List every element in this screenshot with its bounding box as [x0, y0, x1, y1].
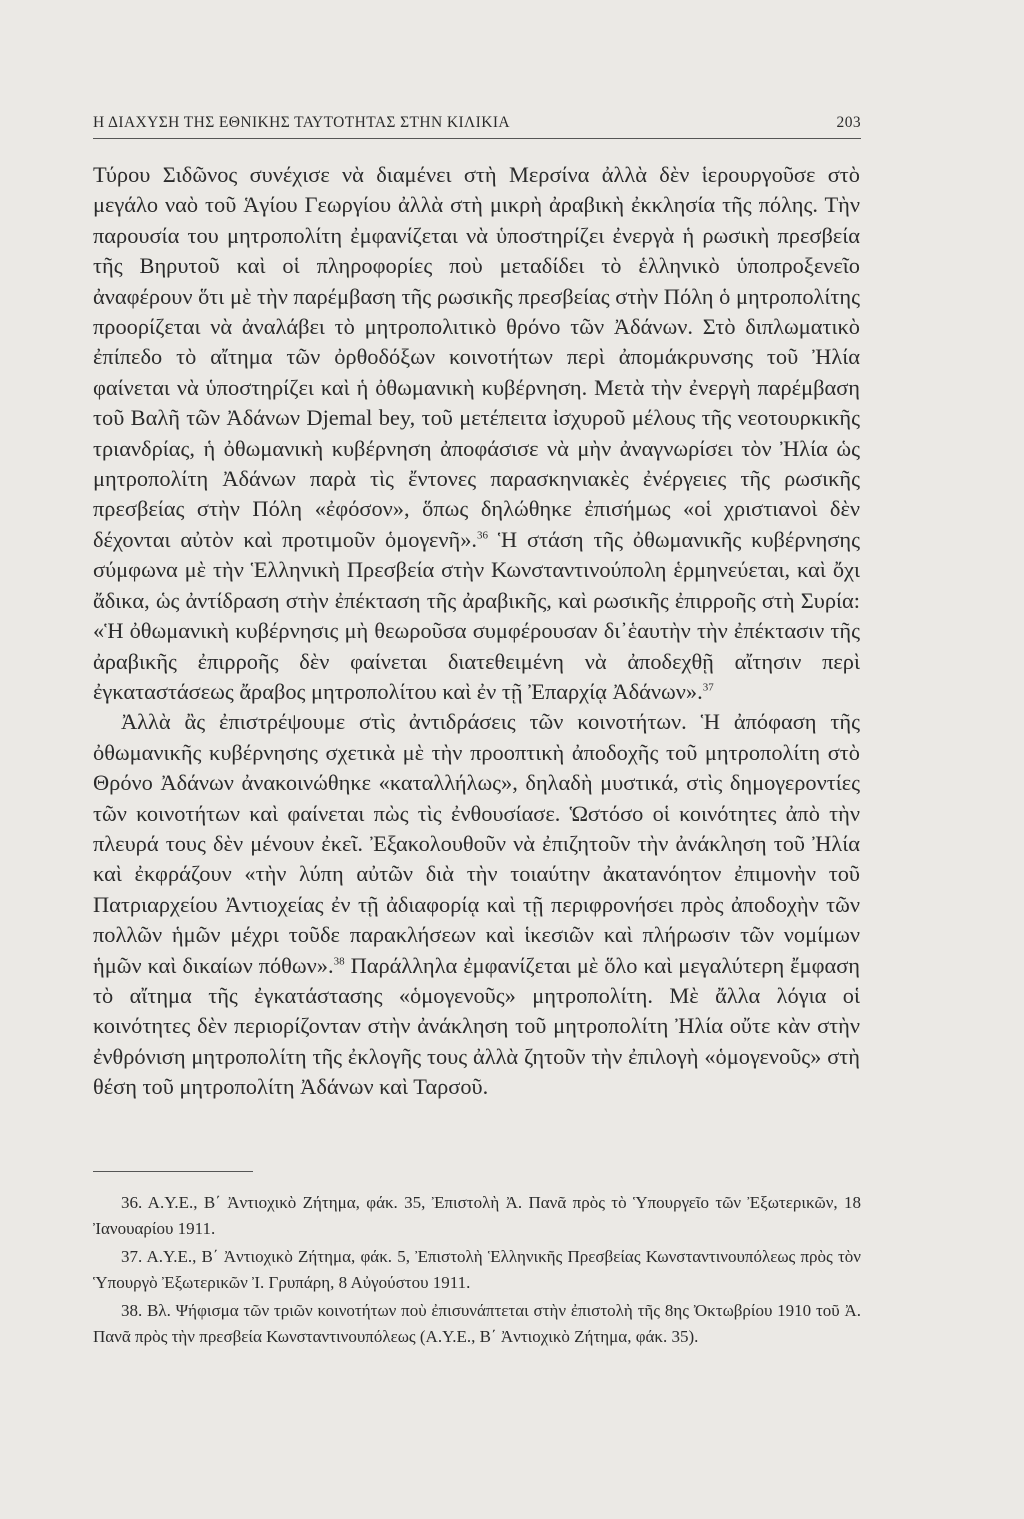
paragraph-1-text-b: Ἡ στάση τῆς ὀθωμανικῆς κυβέρνησης σύμφωνα μὲ τὴν Ἑλληνικὴ Πρεσβεία στὴν Κωνσταντινούπολη ἑρμηνεύεται, καὶ ὄχι ἄδικα, ὡς ἀντίδραση στὴν ἐπέκταση τῆς ἀραβικῆς, καὶ ρωσικῆς ἐπιρροῆς στὴ Συρία: «Ἡ ὀθωμανικὴ κυβέρνησις μὴ θεωροῦσα συμφέρουσαν δι᾿ἑαυτὴν τὴν ἐπέκτασιν τῆς ἀραβικῆς ἐπιρροῆς δὲν φαίνεται διατεθειμένη νὰ ἀποδεχθῇ αἴτησιν περὶ ἐγκαταστάσεως ἄραβος μητροπολίτου καὶ ἐν τῇ Ἐπαρχίᾳ Ἀδάνων». — [93, 526, 860, 704]
footnote-ref-38: 38 — [333, 955, 345, 968]
footnote-rule — [93, 1171, 253, 1172]
paragraph-1-text-a: Τύρου Σιδῶνος συνέχισε νὰ διαμένει στὴ Μερσίνα ἀλλὰ δὲν ἱερουργοῦσε στὸ μεγάλο ναὸ τοῦ Ἁγίου Γεωργίου ἀλλὰ στὴ μικρὴ ἀραβικὴ ἐκκλησία τῆς πόλης. Τὴν παρουσία του μητροπολίτη ἐμφανίζεται νὰ ὑποστηρίζει ἐνεργὰ ἡ ρωσικὴ πρεσβεία τῆς Βηρυτοῦ καὶ οἱ πληροφορίες ποὺ μεταδίδει τὸ ἑλληνικὸ ὑποπροξενεῖο ἀναφέρουν ὅτι μὲ τὴν παρέμβαση τῆς ρωσικῆς πρεσβείας στὴν Πόλη ὁ μητροπολίτης προορίζεται νὰ ἀναλάβει τὸ μητροπολιτικὸ θρόνο τῶν Ἀδάνων. Στὸ διπλωματικὸ ἐπίπεδο τὸ αἴτημα τῶν ὀρθοδόξων κοινοτήτων περὶ ἀπομάκρυνσης τοῦ Ἠλία φαίνεται νὰ ὑποστηρίζει καὶ ἡ ὀθωμανικὴ κυβέρνηση. Μετὰ τὴν ἐνεργὴ παρέμβαση τοῦ Βαλῆ τῶν Ἀδάνων Djemal bey, τοῦ μετέπειτα ἰσχυροῦ μέλους τῆς νεοτουρκικῆς τριανδρίας, ἡ ὀθωμανικὴ κυβέρνηση ἀποφάσισε νὰ μὴν ἀναγνωρίσει τὸν Ἠλία ὡς μητροπολίτη Ἀδάνων παρὰ τὶς ἔντονες παρασκηνιακὲς ἐνέργειες τῆς ρωσικῆς πρεσβείας στὴν Πόλη «ἐφόσον», ὅπως δηλώθηκε ἐπισήμως «οἱ χριστιανοὶ δὲν δέχονται αὐτὸν καὶ προτιμοῦν ὁμογενῆ». — [93, 162, 860, 552]
paragraph-2-text-b: Παράλληλα ἐμφανίζεται μὲ ὅλο καὶ μεγαλύτερη ἔμφαση τὸ αἴτημα τῆς ἐγκατάστασης «ὁμογενοῦς» μητροπολίτη. Μὲ ἄλλα λόγια οἱ κοινότητες δὲν περιορίζονταν στὴν ἀνάκληση τοῦ μητροπολίτη Ἠλία οὔτε κὰν στὴν ἐνθρόνιση μητροπολίτη τῆς ἐκλογῆς τους ἀλλὰ ζητοῦν τὴν ἐπιλογὴ «ὁμογενοῦς» στὴ θέση τοῦ μητροπολίτη Ἀδάνων καὶ Ταρσοῦ. — [93, 952, 861, 1100]
running-header — [93, 114, 861, 139]
footnote-ref-36: 36 — [477, 529, 488, 542]
footnote-37: 37. Α.Υ.Ε., Β΄ Ἀντιοχικὸ Ζήτημα, φάκ. 5, Ἐπιστολὴ Ἑλληνικῆς Πρεσβείας Κωνσταντινουπόλεως πρὸς τὸν Ὑπουργὸ Ἐξωτερικῶν Ἰ. Γρυπάρη, 8 Αὐγούστου 1911. — [93, 1247, 861, 1292]
footnotes — [93, 1190, 861, 1352]
paragraph-2-text-a: Ἀλλὰ ἂς ἐπιστρέψουμε στὶς ἀντιδράσεις τῶν κοινοτήτων. Ἡ ἀπόφαση τῆς ὀθωμανικῆς κυβέρνησης σχετικὰ μὲ τὴν προοπτικὴ ἀποδοχῆς τοῦ μητροπολίτη στὸ Θρόνο Ἀδάνων ἀνακοινώθηκε «καταλλήλως», δηλαδὴ μυστικά, στὶς δημογεροντίες τῶν κοινοτήτων καὶ φαίνεται πὼς τὶς ἐνθουσίασε. Ὡστόσο οἱ κοινότητες ἀπὸ τὴν πλευρά τους δὲν μένουν ἐκεῖ. Ἐξακολουθοῦν νὰ ἐπιζητοῦν τὴν ἀνάκληση τοῦ Ἠλία καὶ ἐκφράζουν «τὴν λύπη αὐτῶν διὰ τὴν τοιαύτην ἀκατανόητον ἐπιμονὴν τοῦ Πατριαρχείου Ἀντιοχείας ἐν τῇ ἀδιαφορίᾳ καὶ τῇ περιφρονήσει πρὸς ἀποδοχὴν τῶν πολλῶν ἡμῶν μέχρι τοῦδε παρακλήσεων καὶ ἱκεσιῶν καὶ πλήρωσιν τῶν νομίμων ἡμῶν καὶ δικαίων πόθων». — [93, 709, 860, 978]
page-number: 203 — [836, 114, 861, 131]
main-text — [93, 160, 860, 1103]
footnote-ref-37: 37 — [702, 681, 714, 694]
running-title: Η ΔΙΑΧΥΣΗ ΤΗΣ ΕΘΝΙΚΗΣ ΤΑΥΤΟΤΗΤΑΣ ΣΤΗΝ ΚΙΛΙΚΙΑ — [93, 114, 510, 131]
footnote-36: 36. Α.Υ.Ε., Β΄ Ἀντιοχικὸ Ζήτημα, φάκ. 35, Ἐπιστολὴ Ἀ. Πανᾶ πρὸς τὸ Ὑπουργεῖο τῶν Ἐξωτερικῶν, 18 Ἰανουαρίου 1911. — [93, 1193, 861, 1238]
paragraph-2 — [93, 707, 860, 1102]
paragraph-1 — [93, 160, 860, 707]
footnote-38: 38. Βλ. Ψήφισμα τῶν τριῶν κοινοτήτων ποὺ ἐπισυνάπτεται στὴν ἐπιστολὴ τῆς 8ης Ὀκτωβρίου 1910 τοῦ Ἀ. Πανᾶ πρὸς τὴν πρεσβεία Κωνσταντινουπόλεως (Α.Υ.Ε., Β΄ Ἀντιοχικὸ Ζήτημα, φάκ. 35). — [93, 1301, 861, 1346]
